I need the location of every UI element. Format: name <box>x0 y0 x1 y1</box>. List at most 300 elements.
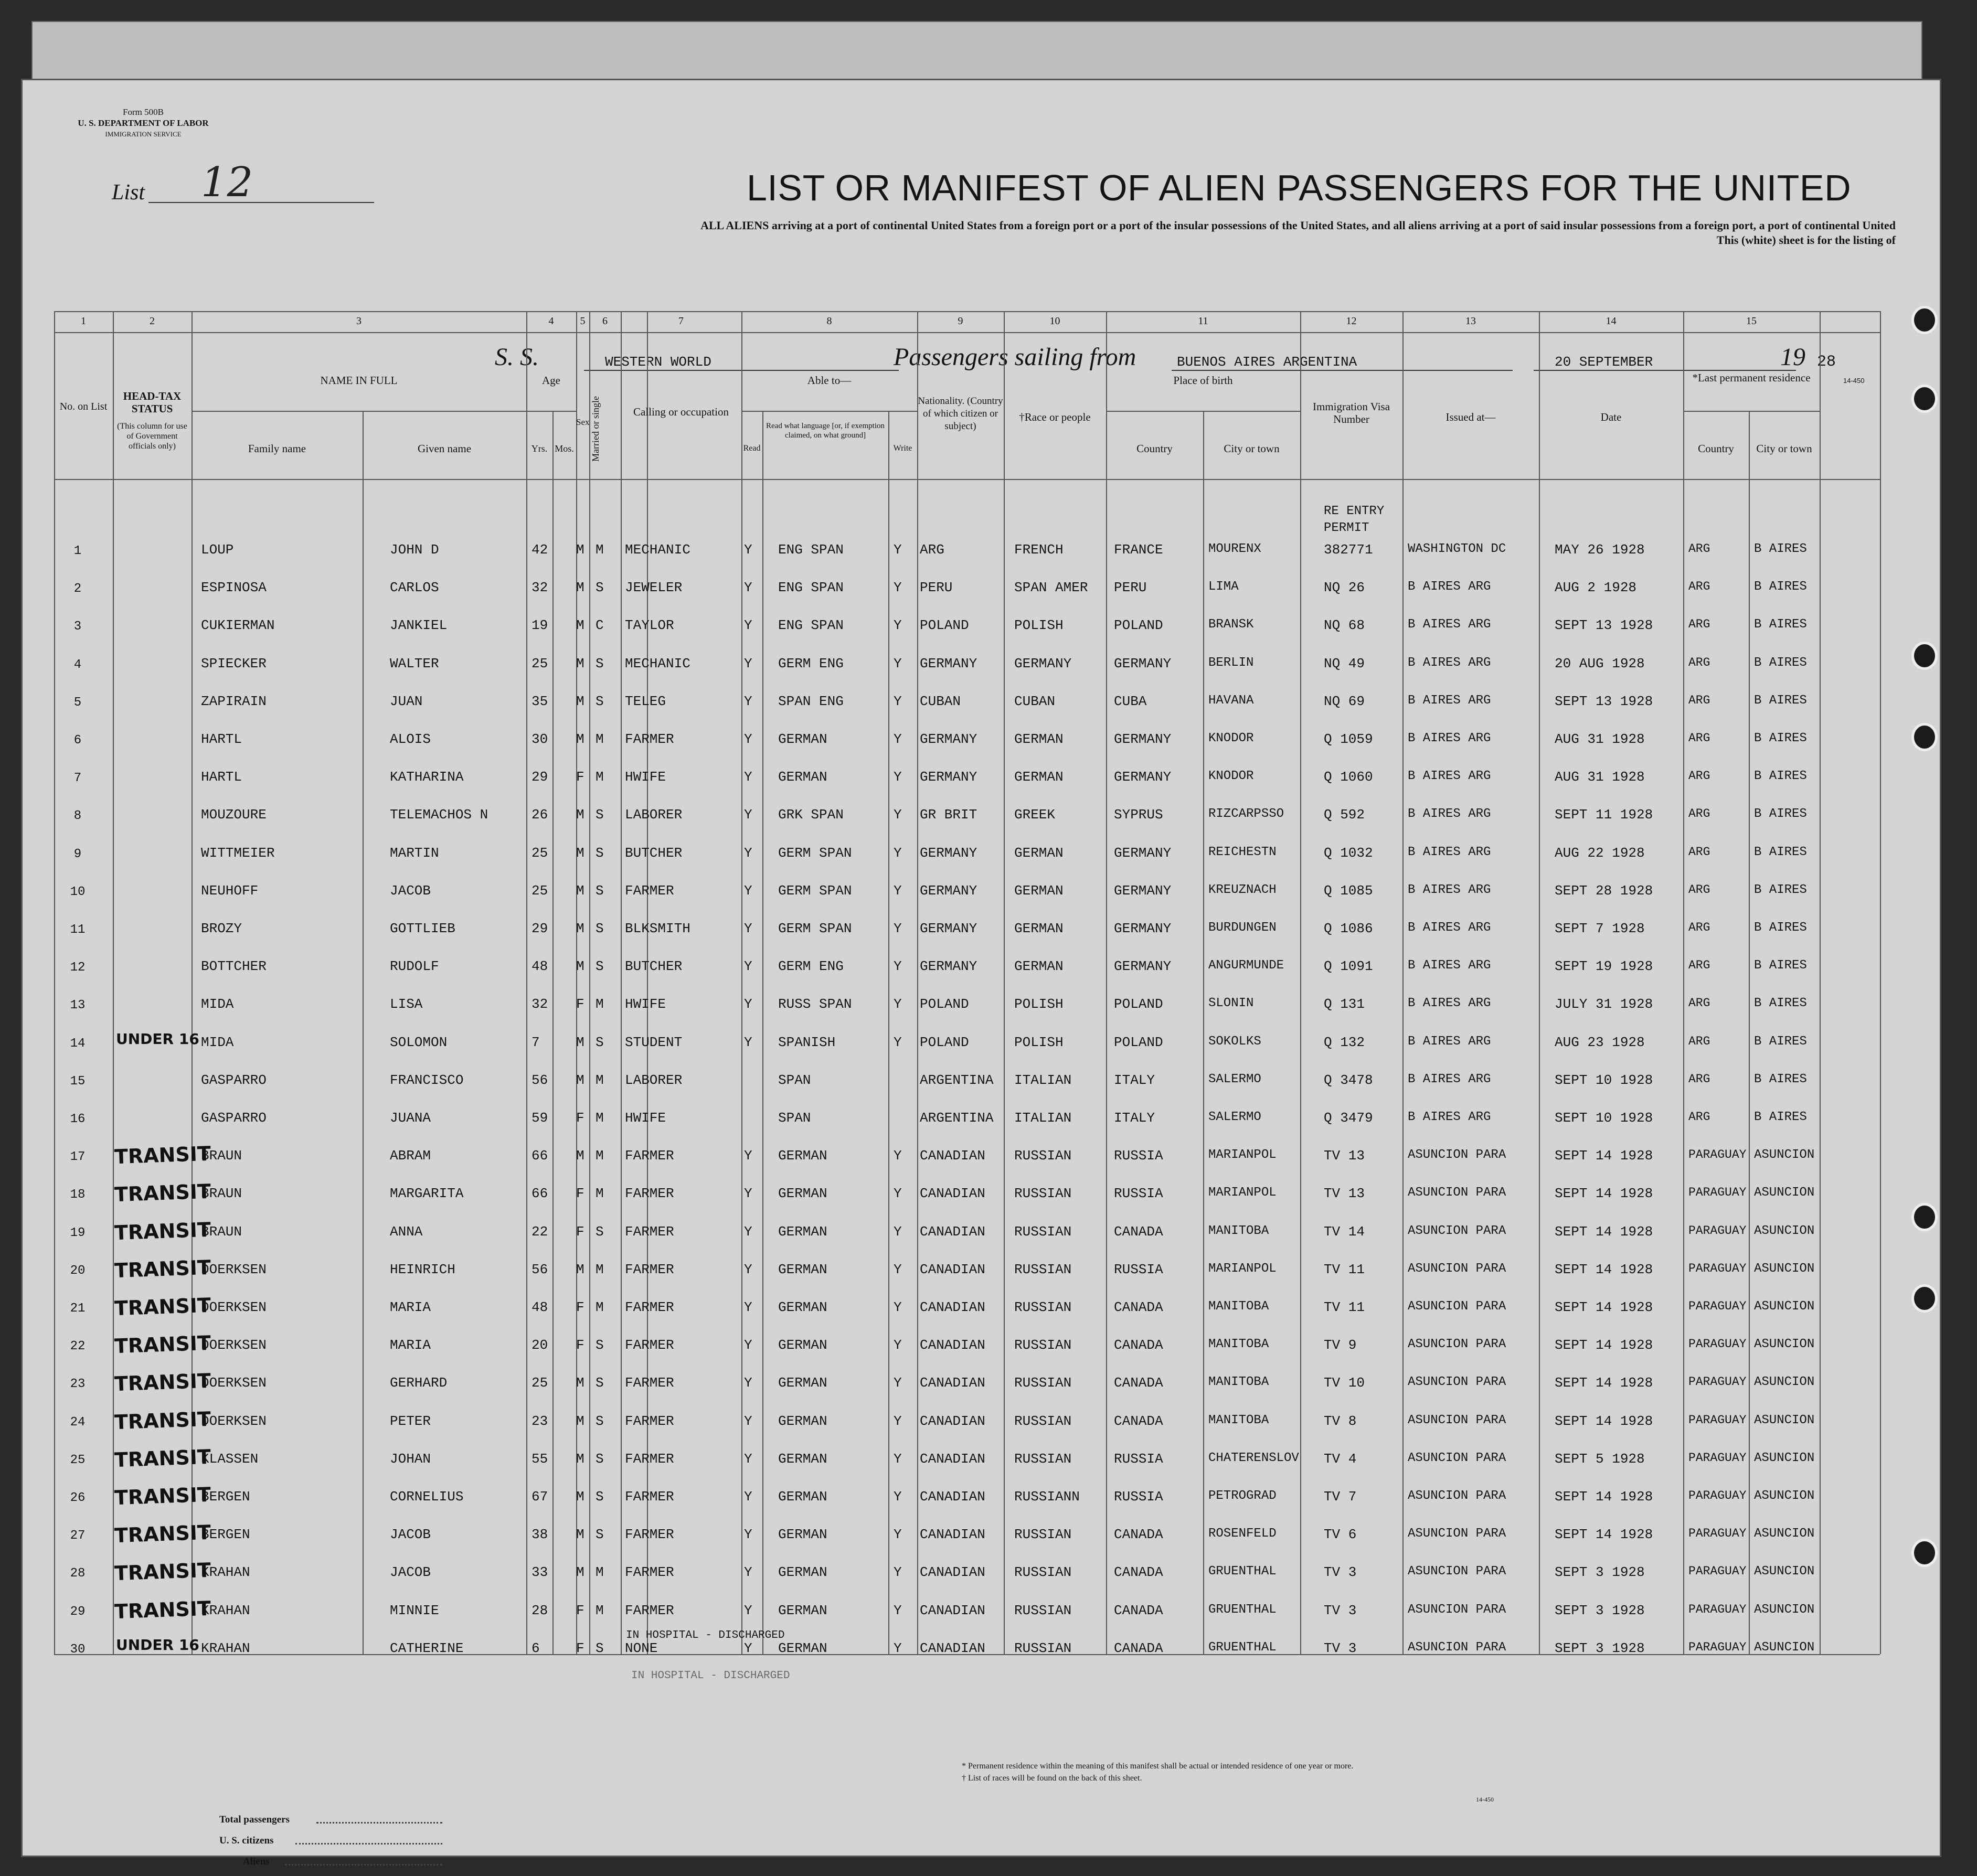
residence-city-cell: ASUNCION <box>1754 1186 1815 1200</box>
residence-city-cell: B AIRES <box>1754 617 1807 632</box>
given-name-cell: JUANA <box>390 1110 431 1126</box>
age-cell: 25 <box>532 845 548 861</box>
occupation-cell: BUTCHER <box>625 845 683 861</box>
race-cell: RUSSIAN <box>1014 1337 1072 1353</box>
language-cell: GERMAN <box>778 1261 827 1277</box>
issued-at-cell: ASUNCION PARA <box>1408 1602 1506 1617</box>
birth-city-cell: SOKOLKS <box>1208 1034 1261 1049</box>
visa-number-cell: TV 6 <box>1324 1527 1357 1543</box>
column-divider <box>762 411 763 1654</box>
given-name-cell: CORNELIUS <box>390 1489 464 1505</box>
residence-city-cell: ASUNCION <box>1754 1223 1815 1238</box>
departure-port: BUENOS AIRES ARGENTINA <box>1172 354 1513 371</box>
nationality-cell: ARG <box>920 542 944 558</box>
column-number: 13 <box>1465 315 1476 327</box>
residence-country-cell: ARG <box>1688 958 1710 973</box>
residence-city-cell: B AIRES <box>1754 921 1807 935</box>
issued-at-cell: ASUNCION PARA <box>1408 1413 1506 1427</box>
nationality-cell: CANADIAN <box>920 1489 985 1505</box>
residence-country-cell: ARG <box>1688 655 1710 669</box>
write-cell: Y <box>894 1413 902 1429</box>
residence-city-cell: B AIRES <box>1754 958 1807 973</box>
header-read: Read <box>743 444 761 453</box>
header-visa: Immigration Visa Number <box>1312 400 1390 425</box>
visa-date-cell: SEPT 28 1928 <box>1555 882 1653 899</box>
residence-country-cell: PARAGUAY <box>1688 1564 1747 1579</box>
header-given-name: Given name <box>417 442 472 455</box>
birth-country-cell: CANADA <box>1114 1337 1163 1353</box>
row-number: 19 <box>70 1225 86 1240</box>
column-divider <box>741 311 742 1654</box>
nationality-cell: ARGENTINA <box>920 1072 994 1088</box>
residence-city-cell: ASUNCION <box>1754 1413 1815 1427</box>
age-cell: 25 <box>532 655 548 671</box>
sex-cell: F <box>576 1602 584 1618</box>
form-number: Form 500B <box>123 107 164 117</box>
under-16-stamp: UNDER 16 <box>116 1030 199 1048</box>
row-number: 7 <box>73 771 82 786</box>
manifest-sheet <box>21 79 1941 1867</box>
age-cell: 19 <box>532 617 548 634</box>
column-number: 11 <box>1198 315 1208 327</box>
language-cell: ENG SPAN <box>778 617 844 634</box>
race-cell: RUSSIAN <box>1014 1564 1072 1581</box>
age-cell: 42 <box>532 542 548 558</box>
birth-city-cell: REICHESTN <box>1208 845 1277 859</box>
visa-date-cell: SEPT 14 1928 <box>1555 1413 1653 1429</box>
given-name-cell: WALTER <box>390 655 439 671</box>
write-cell: Y <box>894 921 902 936</box>
birth-country-cell: ITALY <box>1114 1072 1155 1088</box>
given-name-cell: KATHARINA <box>390 769 464 785</box>
column-number: 3 <box>356 315 362 327</box>
residence-city-cell: ASUNCION <box>1754 1375 1815 1390</box>
visa-date-cell: AUG 23 1928 <box>1555 1034 1645 1050</box>
punch-hole <box>1911 385 1938 413</box>
sex-cell: M <box>576 655 584 671</box>
sex-cell: M <box>576 807 584 823</box>
read-cell: Y <box>744 1223 752 1240</box>
write-cell: Y <box>894 693 902 709</box>
service-name: IMMIGRATION SERVICE <box>105 130 182 138</box>
write-cell: Y <box>894 1564 902 1581</box>
marital-status-cell: M <box>596 731 604 747</box>
race-cell: POLISH <box>1014 996 1064 1012</box>
birth-city-cell: MANITOBA <box>1208 1413 1269 1427</box>
visa-number-cell: Q 3478 <box>1324 1072 1373 1088</box>
age-cell: 38 <box>532 1527 548 1543</box>
family-name-cell: GASPARRO <box>201 1110 267 1126</box>
visa-number-cell: TV 9 <box>1324 1337 1357 1353</box>
family-name-cell: BRAUN <box>201 1223 242 1240</box>
birth-country-cell: POLAND <box>1114 996 1163 1012</box>
header-res-country: Country <box>1698 442 1734 455</box>
read-cell: Y <box>744 1337 752 1353</box>
language-cell: GERMAN <box>778 1451 827 1467</box>
race-cell: RUSSIAN <box>1014 1299 1072 1315</box>
visa-date-cell: MAY 26 1928 <box>1555 542 1645 558</box>
family-name-cell: KRAHAN <box>201 1564 250 1581</box>
given-name-cell: PETER <box>390 1413 431 1429</box>
column-divider <box>526 311 527 1654</box>
residence-city-cell: B AIRES <box>1754 807 1807 822</box>
sex-cell: F <box>576 1186 584 1202</box>
write-cell: Y <box>894 1223 902 1240</box>
header-calling: Calling or occupation <box>633 406 729 418</box>
write-cell: Y <box>894 1602 902 1618</box>
instruction-text <box>358 218 1896 248</box>
residence-country-cell: PARAGUAY <box>1688 1337 1747 1351</box>
column-divider <box>589 311 590 1654</box>
birth-country-cell: CANADA <box>1114 1527 1163 1543</box>
write-cell: Y <box>894 996 902 1012</box>
issued-at-cell: B AIRES ARG <box>1408 996 1491 1011</box>
race-cell: RUSSIAN <box>1014 1148 1072 1164</box>
visa-number-cell: Q 1091 <box>1324 958 1373 975</box>
birth-city-cell: KNODOR <box>1208 731 1254 745</box>
footnote-races: † List of races will be found on the back of this sheet. <box>962 1774 1142 1783</box>
row-number: 25 <box>70 1453 86 1467</box>
language-cell: GERM SPAN <box>778 921 852 936</box>
birth-country-cell: CANADA <box>1114 1223 1163 1240</box>
row-number: 1 <box>73 544 82 558</box>
read-cell: Y <box>744 655 752 671</box>
age-cell: 22 <box>532 1223 548 1240</box>
residence-country-cell: ARG <box>1688 807 1710 821</box>
family-name-cell: KRAHAN <box>201 1602 250 1618</box>
marital-status-cell: S <box>596 882 604 899</box>
header-age: Age <box>542 374 560 387</box>
nationality-cell: GERMANY <box>920 655 977 671</box>
age-cell: 6 <box>532 1640 540 1656</box>
age-cell: 56 <box>532 1072 548 1088</box>
race-cell: ITALIAN <box>1014 1110 1072 1126</box>
ss-label: S. S. <box>495 343 539 371</box>
sex-cell: M <box>576 1527 584 1543</box>
family-name-cell: DOERKSEN <box>201 1413 267 1429</box>
birth-country-cell: CANADA <box>1114 1640 1163 1656</box>
issued-at-cell: B AIRES ARG <box>1408 617 1491 632</box>
hospital-note-faint: IN HOSPITAL - DISCHARGED <box>631 1670 790 1682</box>
birth-country-cell: CUBA <box>1114 693 1147 709</box>
family-name-cell: SPIECKER <box>201 655 267 671</box>
column-divider <box>1106 311 1107 1654</box>
marital-status-cell: S <box>596 655 604 671</box>
visa-number-cell: TV 7 <box>1324 1489 1357 1505</box>
occupation-cell: TELEG <box>625 693 666 709</box>
marital-status-cell: S <box>596 807 604 823</box>
reentry-permit-label: PERMIT <box>1324 521 1369 535</box>
birth-country-cell: GERMANY <box>1114 655 1172 671</box>
birth-city-cell: SALERMO <box>1208 1072 1261 1086</box>
residence-country-cell: PARAGUAY <box>1688 1413 1747 1427</box>
birth-city-cell: MANITOBA <box>1208 1299 1269 1314</box>
column-number: 2 <box>150 315 155 327</box>
nationality-cell: CUBAN <box>920 693 961 709</box>
residence-country-cell: ARG <box>1688 693 1710 707</box>
birth-city-cell: LIMA <box>1208 580 1239 594</box>
residence-city-cell: B AIRES <box>1754 731 1807 745</box>
read-cell: Y <box>744 996 752 1012</box>
header-able-to: Able to— <box>807 374 852 387</box>
residence-city-cell: B AIRES <box>1754 1034 1807 1049</box>
visa-number-cell: Q 1032 <box>1324 845 1373 861</box>
transit-stamp: TRANSIT <box>114 1180 211 1207</box>
visa-number-cell: Q 132 <box>1324 1034 1365 1050</box>
residence-country-cell: PARAGUAY <box>1688 1261 1747 1275</box>
visa-number-cell: Q 1086 <box>1324 921 1373 936</box>
write-cell: Y <box>894 1299 902 1315</box>
header-name-in-full: NAME IN FULL <box>320 374 398 387</box>
transit-stamp: TRANSIT <box>114 1596 211 1623</box>
residence-city-cell: ASUNCION <box>1754 1148 1815 1163</box>
residence-country-cell: PARAGUAY <box>1688 1489 1747 1502</box>
residence-city-cell: ASUNCION <box>1754 1489 1815 1503</box>
nationality-cell: CANADIAN <box>920 1375 985 1391</box>
row-number: 15 <box>70 1074 86 1089</box>
column-divider <box>363 411 364 1654</box>
age-cell: 33 <box>532 1564 548 1581</box>
sex-cell: M <box>576 731 584 747</box>
issued-at-cell: B AIRES ARG <box>1408 845 1491 859</box>
residence-subheader-divider <box>1683 411 1820 412</box>
marital-status-cell: S <box>596 1337 604 1353</box>
column-divider <box>1203 411 1204 1654</box>
issued-at-cell: B AIRES ARG <box>1408 807 1491 822</box>
write-cell: Y <box>894 845 902 861</box>
manifest-title: LIST OR MANIFEST OF ALIEN PASSENGERS FOR THE UNITED <box>747 167 1852 208</box>
age-cell: 35 <box>532 693 548 709</box>
race-cell: GREEK <box>1014 807 1056 823</box>
given-name-cell: SOLOMON <box>390 1034 448 1050</box>
issued-at-cell: ASUNCION PARA <box>1408 1337 1506 1352</box>
read-cell: Y <box>744 845 752 861</box>
residence-country-cell: ARG <box>1688 845 1710 859</box>
visa-number-cell: 382771 <box>1324 542 1373 558</box>
family-name-cell: MIDA <box>201 996 234 1012</box>
residence-country-cell: PARAGUAY <box>1688 1527 1747 1541</box>
residence-country-cell: PARAGUAY <box>1688 1223 1747 1238</box>
language-cell: SPAN <box>778 1072 811 1088</box>
given-name-cell: MINNIE <box>390 1602 439 1618</box>
family-name-cell: MIDA <box>201 1034 234 1050</box>
visa-date-cell: AUG 31 1928 <box>1555 731 1645 747</box>
transit-stamp: TRANSIT <box>114 1369 211 1396</box>
language-cell: SPAN ENG <box>778 693 844 709</box>
given-name-cell: MARIA <box>390 1299 431 1315</box>
birth-city-cell: BRANSK <box>1208 617 1254 632</box>
race-cell: GERMAN <box>1014 845 1064 861</box>
residence-city-cell: ASUNCION <box>1754 1261 1815 1276</box>
visa-date-cell: SEPT 7 1928 <box>1555 921 1645 936</box>
birth-country-cell: POLAND <box>1114 617 1163 634</box>
column-number: 1 <box>81 315 86 327</box>
birth-city-cell: GRUENTHAL <box>1208 1640 1277 1655</box>
family-name-cell: WITTMEIER <box>201 845 275 861</box>
read-cell: Y <box>744 921 752 936</box>
language-cell: GERMAN <box>778 1375 827 1391</box>
family-name-cell: HARTL <box>201 731 242 747</box>
birth-country-cell: RUSSIA <box>1114 1489 1163 1505</box>
column-divider <box>1683 311 1684 1654</box>
visa-date-cell: SEPT 14 1928 <box>1555 1337 1653 1353</box>
residence-country-cell: ARG <box>1688 769 1710 783</box>
read-cell: Y <box>744 769 752 785</box>
marital-status-cell: S <box>596 1413 604 1429</box>
given-name-cell: JANKIEL <box>390 617 448 634</box>
birth-city-cell: MOURENX <box>1208 542 1261 556</box>
occupation-cell: FARMER <box>625 1375 674 1391</box>
row-number: 4 <box>73 657 82 672</box>
language-cell: GERM SPAN <box>778 845 852 861</box>
row-number: 11 <box>70 923 86 937</box>
sex-cell: M <box>576 1489 584 1505</box>
issued-at-cell: B AIRES ARG <box>1408 731 1491 745</box>
row-number: 18 <box>70 1188 86 1202</box>
residence-city-cell: B AIRES <box>1754 1072 1807 1086</box>
column-divider <box>1820 311 1821 1654</box>
age-cell: 67 <box>532 1489 548 1505</box>
header-yrs: Yrs. <box>531 443 548 454</box>
issued-at-cell: ASUNCION PARA <box>1408 1489 1506 1503</box>
read-cell: Y <box>744 882 752 899</box>
residence-country-cell: PARAGUAY <box>1688 1640 1747 1654</box>
name-subheader-divider <box>192 411 526 412</box>
nationality-cell: GERMANY <box>920 921 977 936</box>
occupation-cell: FARMER <box>625 1451 674 1467</box>
visa-number-cell: NQ 26 <box>1324 580 1365 596</box>
birth-country-cell: GERMANY <box>1114 731 1172 747</box>
residence-country-cell: ARG <box>1688 1034 1710 1048</box>
read-cell: Y <box>744 1148 752 1164</box>
visa-number-cell: Q 3479 <box>1324 1110 1373 1126</box>
header-form-code: 14-450 <box>1843 377 1865 385</box>
marital-status-cell: S <box>596 1640 604 1656</box>
residence-city-cell: ASUNCION <box>1754 1337 1815 1352</box>
write-cell: Y <box>894 882 902 899</box>
sex-cell: F <box>576 769 584 785</box>
issued-at-cell: B AIRES ARG <box>1408 1034 1491 1049</box>
year-suffix: 28 <box>1817 353 1836 371</box>
read-cell: Y <box>744 580 752 596</box>
visa-date-cell: SEPT 14 1928 <box>1555 1489 1653 1505</box>
marital-status-cell: S <box>596 1451 604 1467</box>
residence-city-cell: B AIRES <box>1754 882 1807 897</box>
header-head-tax: HEAD-TAX STATUS <box>123 390 182 415</box>
nationality-cell: PERU <box>920 580 953 596</box>
header-res-city: City or town <box>1756 442 1812 455</box>
write-cell: Y <box>894 1451 902 1467</box>
marital-status-cell: S <box>596 958 604 975</box>
read-cell: Y <box>744 1489 752 1505</box>
column-divider <box>1004 311 1005 1654</box>
sex-cell: M <box>576 693 584 709</box>
visa-number-cell: TV 13 <box>1324 1186 1365 1202</box>
race-cell: RUSSIAN <box>1014 1602 1072 1618</box>
write-cell: Y <box>894 1034 902 1050</box>
issued-at-cell: ASUNCION PARA <box>1408 1564 1506 1579</box>
family-name-cell: MOUZOURE <box>201 807 267 823</box>
sex-cell: M <box>576 1261 584 1277</box>
birth-city-cell: MANITOBA <box>1208 1223 1269 1238</box>
age-cell: 20 <box>532 1337 548 1353</box>
birth-country-cell: PERU <box>1114 580 1147 596</box>
visa-date-cell: SEPT 13 1928 <box>1555 693 1653 709</box>
sailing-label: Passengers sailing from <box>894 343 1136 371</box>
family-name-cell: ESPINOSA <box>201 580 267 596</box>
sex-cell: F <box>576 1299 584 1315</box>
birth-city-cell: MARIANPOL <box>1208 1148 1277 1163</box>
sex-cell: M <box>576 921 584 936</box>
column-number: 8 <box>826 315 832 327</box>
occupation-cell: FARMER <box>625 882 674 899</box>
race-cell: RUSSIAN <box>1014 1375 1072 1391</box>
row-number: 20 <box>70 1263 86 1278</box>
header-issued-at: Issued at— <box>1445 411 1496 423</box>
occupation-cell: MECHANIC <box>625 655 690 671</box>
given-name-cell: JUAN <box>390 693 423 709</box>
language-cell: GERMAN <box>778 731 827 747</box>
residence-country-cell: ARG <box>1688 921 1710 934</box>
given-name-cell: MARIA <box>390 1337 431 1353</box>
sex-cell: M <box>576 1564 584 1581</box>
read-cell: Y <box>744 1261 752 1277</box>
language-cell: GERMAN <box>778 1223 827 1240</box>
occupation-cell: JEWELER <box>625 580 683 596</box>
punch-hole <box>1911 1539 1938 1567</box>
given-name-cell: TELEMACHOS N <box>390 807 488 823</box>
read-cell: Y <box>744 807 752 823</box>
given-name-cell: CARLOS <box>390 580 439 596</box>
age-cell: 32 <box>532 996 548 1012</box>
sex-cell: F <box>576 1110 584 1126</box>
occupation-cell: LABORER <box>625 1072 683 1088</box>
sex-cell: F <box>576 996 584 1012</box>
issued-at-cell: ASUNCION PARA <box>1408 1451 1506 1465</box>
occupation-cell: NONE <box>625 1640 658 1656</box>
language-cell: GERMAN <box>778 1186 827 1202</box>
race-cell: POLISH <box>1014 1034 1064 1050</box>
read-cell: Y <box>744 542 752 558</box>
read-cell: Y <box>744 1375 752 1391</box>
read-cell: Y <box>744 731 752 747</box>
language-cell: ENG SPAN <box>778 580 844 596</box>
occupation-cell: FARMER <box>625 1564 674 1581</box>
occupation-cell: FARMER <box>625 1148 674 1164</box>
language-cell: GERMAN <box>778 1337 827 1353</box>
sex-cell: M <box>576 1148 584 1164</box>
given-name-cell: RUDOLF <box>390 958 439 975</box>
birth-city-cell: PETROGRAD <box>1208 1489 1277 1503</box>
visa-number-cell: TV 13 <box>1324 1148 1365 1164</box>
visa-date-cell: SEPT 14 1928 <box>1555 1186 1653 1202</box>
list-number: 12 <box>201 159 253 206</box>
nationality-cell: CANADIAN <box>920 1640 985 1656</box>
issued-at-cell: B AIRES ARG <box>1408 882 1491 897</box>
us-citizens-dots <box>295 1843 442 1845</box>
language-cell: GRK SPAN <box>778 807 844 823</box>
write-cell: Y <box>894 1148 902 1164</box>
family-name-cell: BRAUN <box>201 1148 242 1164</box>
column-divider <box>1300 311 1301 1654</box>
age-cell: 7 <box>532 1034 540 1050</box>
nationality-cell: CANADIAN <box>920 1564 985 1581</box>
marital-status-cell: M <box>596 1148 604 1164</box>
ship-name: WESTERN WORLD <box>584 354 899 371</box>
row-number: 10 <box>70 884 86 899</box>
family-name-cell: CUKIERMAN <box>201 617 275 634</box>
sex-cell: M <box>576 845 584 861</box>
